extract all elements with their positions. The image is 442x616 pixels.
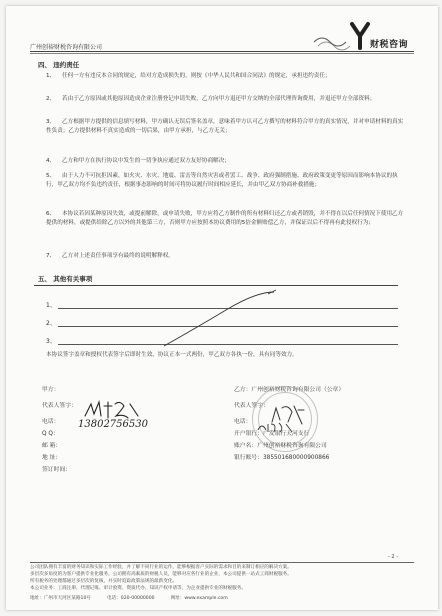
footer-divider <box>30 562 414 563</box>
party-b-phone: 电话： <box>234 419 252 425</box>
party-a-qq: Q Q： <box>42 431 59 437</box>
footer-contact-3: 网址：www.example.com <box>170 596 228 601</box>
strike-through-stroke <box>156 288 286 350</box>
party-a-phone: 电话： <box>42 419 60 425</box>
party-a-email: 邮 箱： <box>42 443 62 449</box>
footer-line-2: 多层次多角度的为客户提供专业化服务。公司拥有高素质的财税人员，能够对应各行业的企业，本公司提供一站式工商财税服务。 <box>30 572 292 577</box>
section-5-divider <box>34 285 398 286</box>
section-4-title: 四、 违约责任 <box>38 61 80 69</box>
footer-contact-2: 电话：020-00000000 <box>106 596 155 601</box>
footer-line-3: 所有税务的处理都通过多层次的复核，并实时追踪政策法规的最新变化。 <box>30 579 178 584</box>
party-b-account-name: 账户名：广州创裕财税咨询有限公司 <box>234 443 327 449</box>
party-b-bank: 开户银行：广发银行天河支行 <box>234 431 310 437</box>
clause-7: 7、 乙方对上述责任事项享有最终的说明解释权。 <box>46 253 174 259</box>
header-company-name: 广州创裕财税咨询有限公司 <box>30 44 103 51</box>
blank-label-2: 2、 <box>46 320 56 327</box>
page-number: - 2 - <box>388 554 398 560</box>
party-a-phone-handwritten: 13802756530 <box>78 419 148 430</box>
closing-clause: 本协议签字盖章和授权代表签字后即时生效，协议正本一式两份，甲乙双方各执一份，具有同等效力。 <box>46 352 298 358</box>
clause-2: 2、 若由于乙方原因或其他原因造成企业注册登记申请失败，乙方向甲方退还甲方交纳的全部代理咨询费用，并退还甲方全部资料； <box>46 96 376 102</box>
clause-6: 6、 本协议若因某种原因失效，或提前解除，或申请失败，甲方应将乙方制作的所有材料归还乙方或者销毁，并不得在以后任何情况下使用乙方提供的材料，或提供给除乙方以外的其他第三方，否则甲方应按照本协议费用的5倍金额赔偿乙方，并保证以后不得再有此侵权行为； <box>46 211 404 227</box>
clause-4: 4、 乙方和甲方在执行协议中发生的一切争执应通过双方友好协商解决； <box>46 158 230 164</box>
header-divider-thin <box>30 53 414 54</box>
party-b-rep: 代表人签字： <box>234 403 269 409</box>
footer-contact-1: 地址：广州市天河区某路10号 <box>30 596 91 601</box>
logo-text: 财税咨询 <box>369 40 408 50</box>
blank-label-1: 1、 <box>46 302 56 309</box>
blank-label-3: 3、 <box>46 338 56 345</box>
party-a-rep: 代表人签字： <box>42 403 77 409</box>
clause-1: 1、 任何一方有违反本合同的规定，给对方造成损失的，则按《中华人民共和国合同法》的规定，承担违约责任； <box>46 73 331 79</box>
party-b-account-no: 银行账号：385501680000900866 <box>234 455 330 461</box>
footer-line-4: 本公司业务：工商注册、代理记账、审计验资、资质代办、知识产权申请等，为企业提供专业的财税服务。 <box>30 586 246 591</box>
party-a-label: 甲方： <box>42 387 60 393</box>
footer <box>30 564 414 602</box>
document-page <box>6 6 438 610</box>
party-a-block <box>42 384 77 476</box>
footer-line-1: 公司团队拥有丰富的财务知识和实际工作经验，并了解不同行业的运作，能够根据客户实际的需求和目的来制订相应的解决方案。 <box>30 565 292 570</box>
party-b-phone-handwritten <box>256 420 296 434</box>
section-5-title: 五、 其他有关事项 <box>38 275 93 283</box>
party-b-label: 乙方：广州创裕财税咨询有限公司（公章） <box>234 387 345 393</box>
header-divider <box>30 51 414 52</box>
clause-5: 5、 由于人力不可抗拒因素，如火灾、水灾、地震、雷击等自然灾害或者罢工、战争、政府强制措施、政府政策变更等原因而影响本协议的执行，甲乙双方均不负违约责任，根据事态影响的时间可将协议履行时间相应延长，并由甲乙双方协商补救措施； <box>46 173 398 189</box>
clause-3: 3、 乙方根据甲方提供的信息填写材料，甲方确认无误后签名盖章，意味着甲方认可乙方撰写的材料符合甲方的真实情况，并对申请材料的真实性负责；乙方提供材料不真实造成的一切后果，由甲方承担，与乙方无关； <box>46 119 404 135</box>
party-a-address: 地 址： <box>42 455 62 461</box>
party-a-sign-date: 签订时间： <box>42 467 71 473</box>
